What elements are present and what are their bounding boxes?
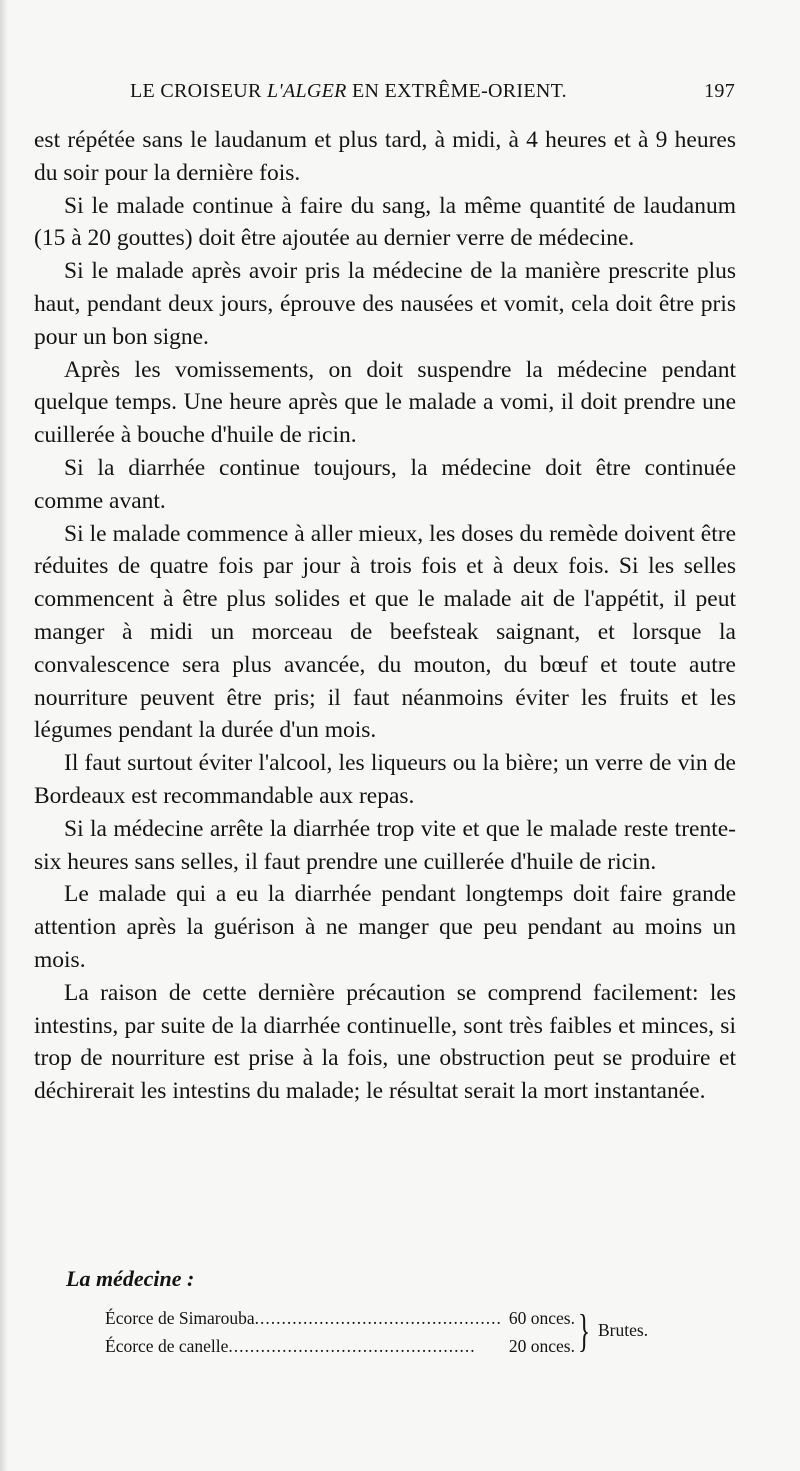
dot-leader: .............................................. [254,1308,502,1328]
paragraph: Si le malade continue à faire du sang, la même quantité de laudanum (15 à 20 gouttes) doit être ajoutée au dernier verre de médecine. [34,192,736,252]
right-brace: } [578,1305,591,1356]
recipe-item [105,1308,575,1329]
recipe-item [105,1336,575,1357]
paragraph: Il faut surtout éviter l'alcool, les liqueurs ou la bière; un verre de vin de Bordeaux est recommandable aux repas. [34,750,736,809]
running-title-ship: L'ALGER [266,80,347,102]
paragraph: Si la médecine arrête la diarrhée trop vite et que le malade reste trente-six heures sans selles, il faut prendre une cuillerée d'huile de ricin. [34,815,736,875]
page-edge-shadow [0,0,8,1471]
body-text [34,124,736,1108]
recipe-item-name: Écorce de Simarouba [105,1308,255,1328]
paragraph: Après les vomissements, on doit suspendre la médecine pendant quelque temps. Une heure après que le malade a vomi, il doit prendre une cuillerée à bouche d'huile de ricin. [34,356,736,449]
dot-leader: .............................................. [228,1336,476,1356]
paragraph: est répétée sans le laudanum et plus tard, à midi, à 4 heures et à 9 heures du soir pour la dernière fois. [34,127,736,186]
recipe-title: La médecine : [66,1266,195,1291]
paragraph: La raison de cette dernière précaution se comprend facilement: les intestins, par suite de la diarrhée continuelle, sont très faibles et minces, si trop de nourriture est prise à la fois, une obstruction peut se produire et déchirerait les intestins du malade; le résultat serait la mort instantanée. [34,979,736,1105]
recipe-item-qty: 60 onces. [505,1308,575,1329]
paragraph: Si le malade après avoir pris la médecine de la manière prescrite plus haut, pendant deux jours, éprouve des nausées et vomit, cela doit être pris pour un bon signe. [34,258,736,350]
running-title-part: LE CROISEUR [130,80,267,102]
recipe-item-name: Écorce de canelle [105,1336,229,1356]
paragraph: Le malade qui a eu la diarrhée pendant longtemps doit faire grande attention après la guérison à ne manger que peu pendant au moins un mois. [34,881,736,973]
recipe-item-qty: 20 onces. [505,1336,575,1357]
brace-label: Brutes. [598,1320,649,1340]
running-header [120,80,735,108]
running-title [130,80,567,103]
page-number: 197 [704,80,735,102]
paragraph: Si la diarrhée continue toujours, la médecine doit être continuée comme avant. [34,454,736,514]
paragraph: Si le malade commence à aller mieux, les doses du remède doivent être réduites de quatre fois par jour à trois fois et à deux fois. Si les selles commencent à être plus solides et que le malade ait de l'appétit, il peut manger à midi un morceau de beefsteak saignant, et lorsque la convalescence sera plus avancée, du mouton, du bœuf et toute autre nourriture peuvent être pris; il faut néanmoins éviter les fruits et les légumes pendant la durée d'un mois. [34,520,736,744]
running-title-part: EN EXTRÊME-ORIENT. [346,80,567,102]
